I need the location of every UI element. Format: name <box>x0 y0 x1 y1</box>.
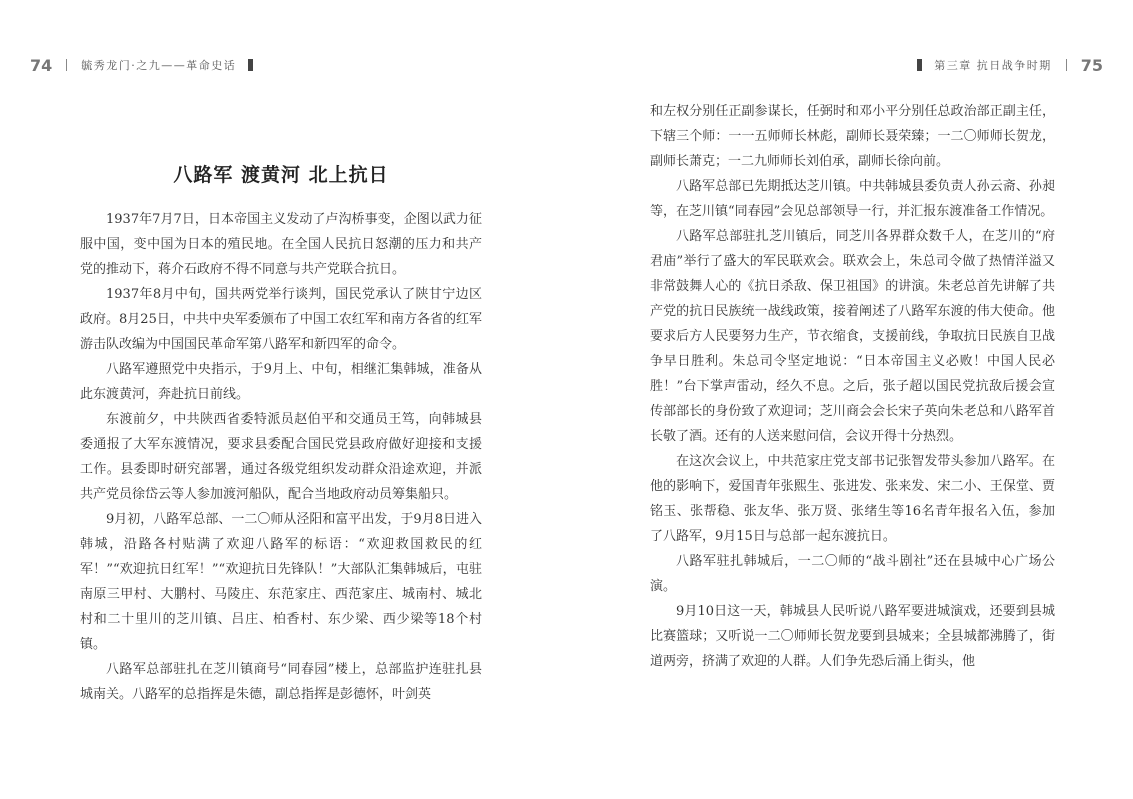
continued-paragraph: 和左权分别任正副参谋长，任弼时和邓小平分别任总政治部正副主任，下辖三个师：一一五师师长林彪，副师长聂荣臻；一二〇师师长贺龙，副师长萧克；一二九师师长刘伯承，副师长徐向前。 <box>650 104 1055 169</box>
page-number: 74 <box>30 55 53 75</box>
paragraph: 八路军驻扎韩城后，一二〇师的“战斗剧社”还在县城中心广场公演。 <box>650 554 1055 594</box>
right-page-header <box>905 52 1103 78</box>
paragraph: 1937年7月7日，日本帝国主义发动了卢沟桥事变，企图以武力征服中国，变中国为日本的殖民地。在全国人民抗日怒潮的压力和共产党的推动下，蒋介石政府不得不同意与共产党联合抗日。 <box>80 212 482 277</box>
paragraph: 八路军遵照党中央指示，于9月上、中旬，相继汇集韩城，准备从此东渡黄河，奔赴抗日前线。 <box>80 362 482 402</box>
paragraph: 八路军总部已先期抵达芝川镇。中共韩城县委负责人孙云斋、孙昶等，在芝川镇“同春园”会见总部领导一行，并汇报东渡准备工作情况。 <box>650 179 1055 219</box>
article-title: 八路军 渡黄河 北上抗日 <box>173 164 389 186</box>
paragraph: 9月初，八路军总部、一二〇师从泾阳和富平出发，于9月8日进入韩城，沿路各村贴满了欢迎八路军的标语：“欢迎救国救民的红军！”“欢迎抗日红军！”“欢迎抗日先锋队！”大部队汇集韩城后，屯驻南原三甲村、大鹏村、马陵庄、东范家庄、西范家庄、城南村、城北村和二十里川的芝川镇、吕庄、柏香村、东少梁、西少梁等18个村镇。 <box>80 512 482 652</box>
paragraph: 八路军总部驻扎在芝川镇商号“同春园”楼上，总部监护连驻扎县城南关。八路军的总指挥是朱德，副总指挥是彭德怀，叶剑英 <box>80 662 482 702</box>
header-divider <box>1066 59 1067 71</box>
left-page-body <box>80 152 482 707</box>
paragraph: 八路军总部驻扎芝川镇后，同芝川各界群众数千人，在芝川的“府君庙”举行了盛大的军民联欢会。联欢会上，朱总司令做了热情洋溢又非常鼓舞人心的《抗日杀敌、保卫祖国》的讲演。朱老总首先讲解了共产党的抗日民族统一战线政策，接着阐述了八路军东渡的伟大使命。他要求后方人民要努力生产，节衣缩食，支援前线，争取抗日民族自卫战争早日胜利。朱总司令坚定地说：“日本帝国主义必败！中国人民必胜！”台下掌声雷动，经久不息。之后，张子超以国民党抗敌后援会宣传部部长的身份致了欢迎词；芝川商会会长宋子英向朱老总和八路军首长敬了酒。还有的人送来慰问信，会议开得十分热烈。 <box>650 229 1055 444</box>
running-header-title: 第三章 抗日战争时期 <box>934 59 1052 72</box>
header-divider <box>66 59 67 71</box>
paragraph: 1937年8月中旬，国共两党举行谈判，国民党承认了陕甘宁边区政府。8月25日，中共中央军委颁布了中国工农红军和南方各省的红军游击队改编为中国国民革命军第八路军和新四军的命令。 <box>80 287 482 352</box>
right-page-body <box>650 99 1055 674</box>
left-page <box>0 0 566 799</box>
header-marker <box>248 59 253 71</box>
right-page <box>567 0 1133 799</box>
paragraph: 9月10日这一天，韩城县人民听说八路军要进城演戏，还要到县城比赛篮球；又听说一二〇师师长贺龙要到县城来；全县城都沸腾了，街道两旁，挤满了欢迎的人群。人们争先恐后涌上街头，他 <box>650 604 1055 669</box>
left-page-header <box>30 52 265 78</box>
running-header-title: 毓秀龙门·之九——革命史话 <box>81 59 237 72</box>
paragraph: 在这次会议上，中共范家庄党支部书记张智发带头参加八路军。在他的影响下，爱国青年张熙生、张进发、张来发、宋二小、王保堂、贾铭玉、张帮稳、张友华、张万贤、张绪生等16名青年报名入伍，参加了八路军，9月15日与总部一起东渡抗日。 <box>650 454 1055 544</box>
paragraph: 东渡前夕，中共陕西省委特派员赵伯平和交通员王笃，向韩城县委通报了大军东渡情况，要求县委配合国民党县政府做好迎接和支援工作。县委即时研究部署，通过各级党组织发动群众沿途欢迎，并派共产党员徐岱云等人参加渡河船队，配合当地政府动员筹集船只。 <box>80 412 482 502</box>
header-marker <box>917 59 922 71</box>
page-number: 75 <box>1080 55 1103 75</box>
